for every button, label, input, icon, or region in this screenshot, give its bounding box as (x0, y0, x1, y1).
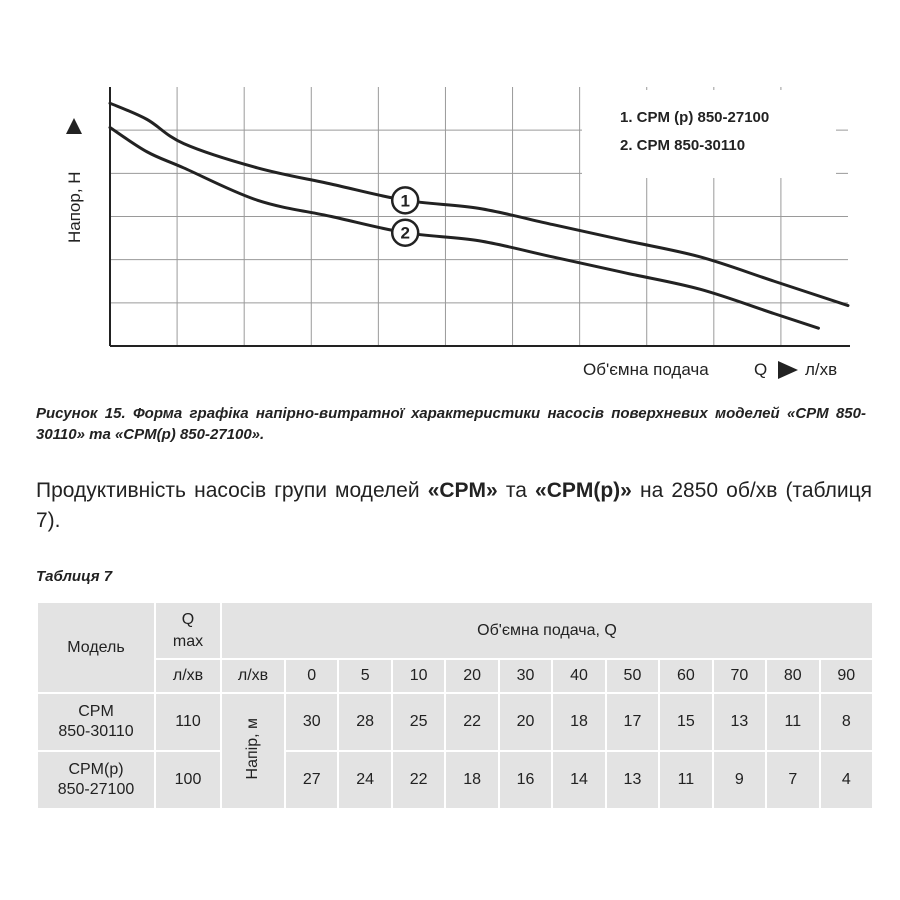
para-bold-2: «CPM(p)» (535, 479, 632, 502)
flow-value-header: 5 (338, 659, 391, 693)
head-value-cell: 16 (499, 751, 552, 809)
legend-box (582, 90, 836, 178)
legend-entry-1: 1. CPM (p) 850-27100 (620, 109, 770, 126)
head-value-cell: 30 (285, 693, 338, 751)
y-axis-label: Напор, Н (65, 171, 84, 243)
chart-legend (582, 90, 836, 178)
head-value-cell: 27 (285, 751, 338, 809)
model-cell (37, 693, 155, 751)
head-value-cell: 13 (713, 693, 766, 751)
head-value-cell: 18 (552, 693, 605, 751)
flow-value-header: 0 (285, 659, 338, 693)
qmax-cell: 110 (155, 693, 221, 751)
head-value-cell: 7 (766, 751, 819, 809)
x-axis-arrow-icon (778, 361, 798, 379)
model-name-line2: 850-30110 (58, 723, 134, 740)
head-value-cell: 18 (445, 751, 498, 809)
para-text-1: Продуктивність насосів групи моделей (36, 479, 428, 502)
table-title: Таблиця 7 (36, 568, 113, 585)
head-value-cell: 14 (552, 751, 605, 809)
head-label-cell (221, 693, 285, 809)
y-axis-label-group (65, 118, 84, 243)
qmax-cell: 100 (155, 751, 221, 809)
head-value-cell: 8 (820, 693, 873, 751)
qmax-header-text: Q max (172, 610, 204, 650)
flow-value-header: 20 (445, 659, 498, 693)
model-name-line2: 850-27100 (57, 781, 135, 798)
head-value-cell: 22 (445, 693, 498, 751)
flow-value-header: 80 (766, 659, 819, 693)
description-paragraph (36, 476, 872, 536)
x-axis-label: Об'ємна подача (583, 360, 709, 379)
legend-entry-2: 2. CPM 850-30110 (620, 137, 746, 154)
series-marker-label: 1 (400, 191, 410, 211)
head-value-cell: 4 (820, 751, 873, 809)
flow-value-header: 10 (392, 659, 445, 693)
model-header: Модель (37, 602, 155, 693)
flow-unit: л/хв (221, 659, 285, 693)
qmax-header (155, 602, 221, 659)
head-value-cell: 20 (499, 693, 552, 751)
para-bold-1: «CPM» (427, 479, 498, 502)
flow-value-header: 90 (820, 659, 873, 693)
head-value-cell: 25 (392, 693, 445, 751)
flow-header: Об'ємна подача, Q (221, 602, 873, 659)
head-value-cell: 28 (338, 693, 391, 751)
flow-value-header: 30 (499, 659, 552, 693)
series-marker-label: 2 (400, 223, 410, 243)
x-axis-label-group (583, 360, 837, 379)
head-value-cell: 11 (766, 693, 819, 751)
para-text-2: та (497, 479, 536, 502)
model-name-line1: CPM(p) (68, 761, 124, 778)
figure-caption: Рисунок 15. Форма графіка напірно-витратної характеристики насосів поверхневих моделей «CPM 850-30110» та «CPM(p) 850-27100». (36, 405, 866, 443)
head-value-cell: 22 (392, 751, 445, 809)
performance-table (36, 601, 874, 810)
head-label: Напір, м (244, 717, 261, 780)
y-axis-arrow-icon (66, 118, 82, 134)
para-text-3: на 2850 об/хв (таблиця 7). (36, 479, 872, 532)
model-name-line1: CPM (78, 703, 114, 720)
head-value-cell: 15 (659, 693, 712, 751)
qmax-unit: л/хв (155, 659, 221, 693)
x-axis-symbol: Q (754, 360, 768, 379)
head-value-cell: 9 (713, 751, 766, 809)
head-value-cell: 13 (606, 751, 659, 809)
performance-chart (0, 0, 900, 390)
model-cell (37, 751, 155, 809)
flow-value-header: 70 (713, 659, 766, 693)
head-value-cell: 24 (338, 751, 391, 809)
flow-value-header: 40 (552, 659, 605, 693)
x-axis-unit: л/хв (805, 360, 838, 379)
head-value-cell: 17 (606, 693, 659, 751)
flow-value-header: 60 (659, 659, 712, 693)
flow-value-header: 50 (606, 659, 659, 693)
head-value-cell: 11 (659, 751, 712, 809)
